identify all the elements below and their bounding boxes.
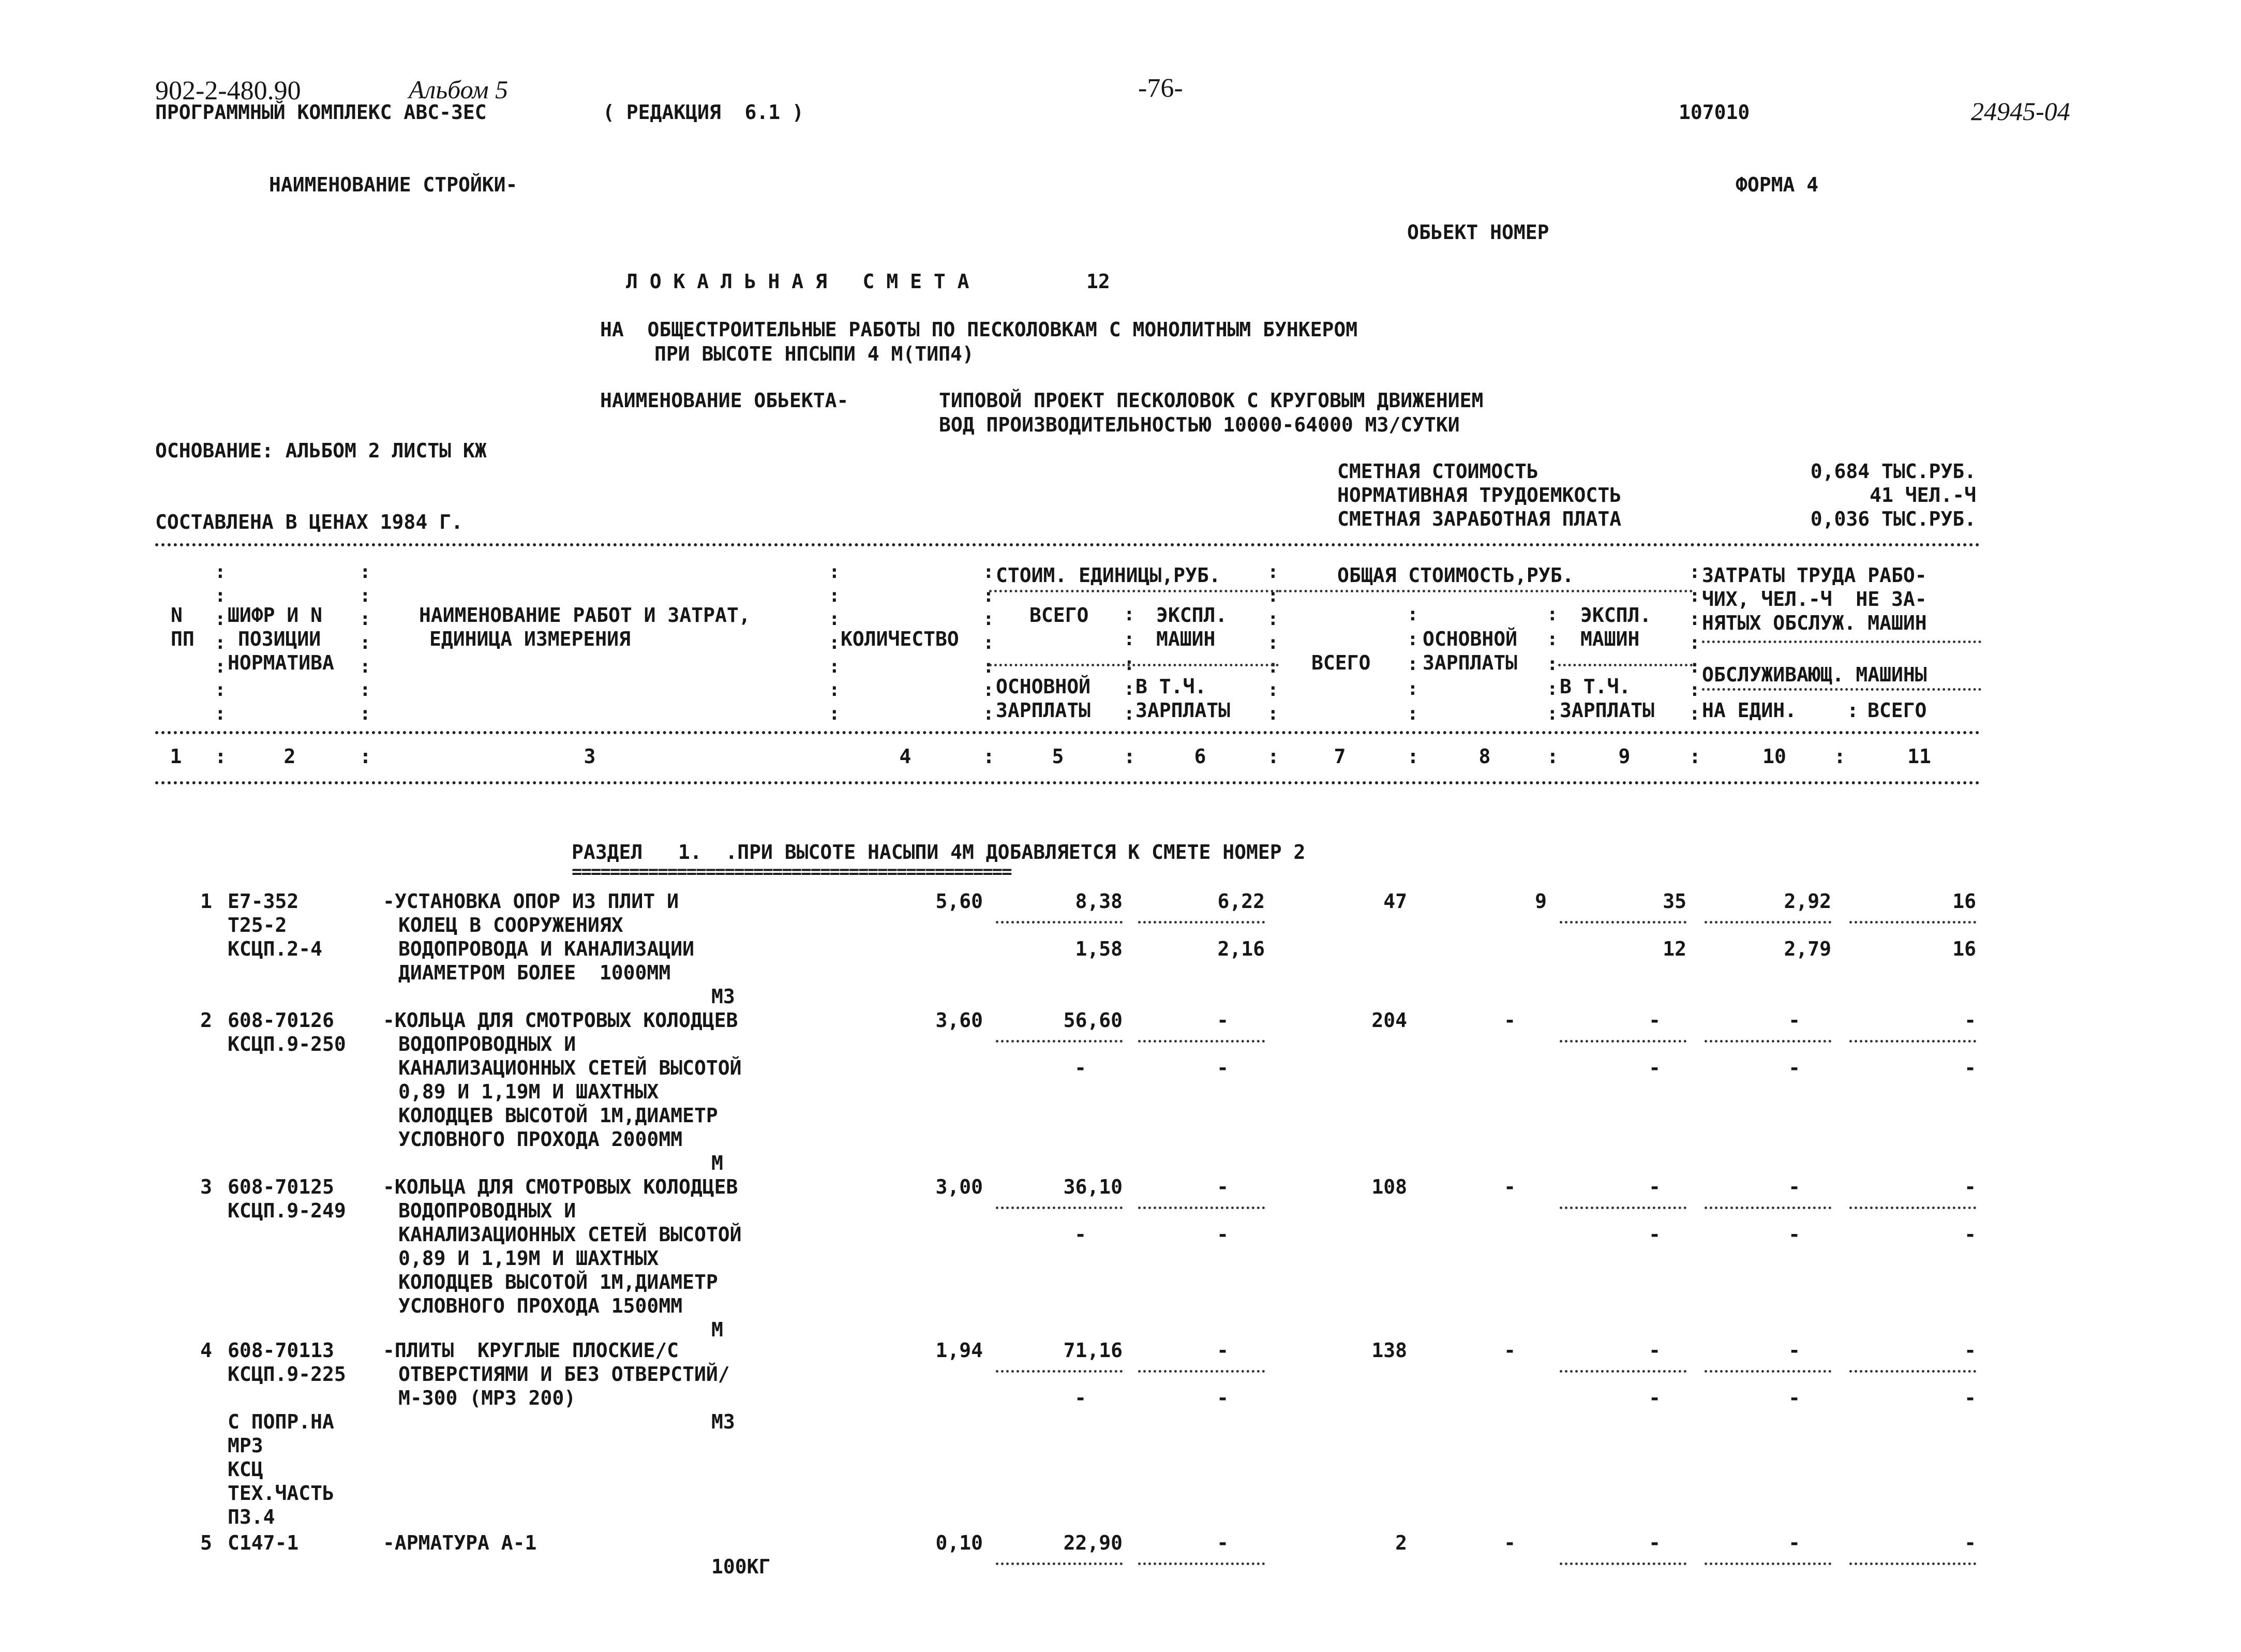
col-number-separator: : xyxy=(360,745,371,768)
row-name-line: -АРМАТУРА А-1 xyxy=(383,1531,537,1554)
row-name-line: -КОЛЬЦА ДЛЯ СМОТРОВЫХ КОЛОДЦЕВ xyxy=(383,1009,738,1032)
header-unit-incl-1: В Т.Ч. xyxy=(1136,675,1207,698)
row-quantity: 1,94 xyxy=(935,1339,983,1362)
row-total: 2 xyxy=(1395,1531,1407,1554)
row-mach: 35 xyxy=(1663,890,1686,913)
row-labor-unit: 2,92 xyxy=(1784,890,1831,913)
row-quantity: 0,10 xyxy=(935,1531,983,1554)
section-underline: ============================================== xyxy=(572,861,1011,882)
col-number: 9 xyxy=(1618,745,1631,768)
col-separator: : : : : : : : xyxy=(829,561,840,724)
col-number: 8 xyxy=(1478,745,1491,768)
col-separator: : : : : : xyxy=(1547,604,1558,724)
row-number: 5 xyxy=(200,1531,212,1554)
col-number: 7 xyxy=(1334,745,1346,768)
row-unit-total: 8,38 xyxy=(1075,890,1123,913)
row-labor-total: - xyxy=(1964,1339,1976,1362)
row-unit-mach: 6,22 xyxy=(1217,890,1265,913)
row-quantity: 3,60 xyxy=(935,1009,983,1032)
header-labor-all: ВСЕГО xyxy=(1868,699,1927,722)
row-unit: М3 xyxy=(711,985,735,1008)
header-inner-rule xyxy=(1702,688,1981,691)
header-rule-bottom xyxy=(155,781,1980,784)
row-mach-wage: - xyxy=(1649,1387,1661,1409)
row-labor-unit: - xyxy=(1788,1531,1800,1554)
estimate-title: Л О К А Л Ь Н А Я С М Е Т А xyxy=(626,270,969,293)
row-serv-total: - xyxy=(1964,1387,1976,1409)
row-unit-basic: - xyxy=(1074,1223,1086,1246)
row-mach: - xyxy=(1649,1175,1661,1198)
header-labor-4: ОБСЛУЖИВАЮЩ. МАШИНЫ xyxy=(1702,663,1927,686)
row-mach-wage: 12 xyxy=(1663,937,1686,960)
object-name-line1: ТИПОВОЙ ПРОЕКТ ПЕСКОЛОВОК С КРУГОВЫМ ДВИЖЕНИЕМ xyxy=(939,389,1484,412)
row-code-1: С147-1 xyxy=(228,1531,299,1554)
col-number-separator: : xyxy=(1547,745,1559,768)
row-quantity: 3,00 xyxy=(935,1175,983,1198)
col-number-separator: : xyxy=(983,745,995,768)
col-number-separator: : xyxy=(1407,745,1419,768)
row-name-line: ВОДОПРОВОДА И КАНАЛИЗАЦИИ xyxy=(398,937,694,960)
header-unit-total: ВСЕГО xyxy=(1029,604,1089,627)
row-code-1: 608-70125 xyxy=(228,1175,334,1198)
col-number-separator: : xyxy=(1124,745,1136,768)
header-unit-incl-2: ЗАРПЛАТЫ xyxy=(1136,699,1231,722)
row-split-rule xyxy=(996,1207,1123,1209)
row-unit: М xyxy=(711,1152,723,1174)
row-split-rule xyxy=(996,1370,1123,1373)
row-name-line: 0,89 И 1,19М И ШАХТНЫХ xyxy=(398,1247,659,1270)
col-separator: : : : : : : : xyxy=(360,561,371,724)
header-rule-top xyxy=(155,543,1980,546)
row-unit-mach-wage: - xyxy=(1217,1056,1229,1079)
col-number-separator: : xyxy=(1834,745,1846,768)
summary-value-wages: 0,036 ТЫС.РУБ. xyxy=(1810,508,1976,530)
row-serv-unit: 2,79 xyxy=(1784,937,1831,960)
header-inner-rule xyxy=(1558,664,1693,666)
row-unit-mach: - xyxy=(1217,1339,1229,1362)
col-number: 2 xyxy=(283,745,296,768)
row-split-rule xyxy=(1705,1207,1831,1209)
header-unit-cost: СТОИМ. ЕДИНИЦЫ,РУБ. xyxy=(996,564,1221,587)
row-split-rule xyxy=(1560,1370,1686,1373)
object-name-label: НАИМЕНОВАНИЕ ОБЬЕКТА- xyxy=(600,389,849,412)
row-unit-mach: - xyxy=(1217,1175,1229,1198)
row-split-rule xyxy=(1138,1207,1265,1209)
header-inner-rule xyxy=(1279,590,1693,592)
summary-value-labor: 41 ЧЕЛ.-Ч xyxy=(1870,484,1976,507)
estimate-number: 12 xyxy=(1086,270,1110,293)
row-number: 1 xyxy=(200,890,212,913)
header-overall-cost: ОБЩАЯ СТОИМОСТЬ,РУБ. xyxy=(1337,564,1574,587)
edition: ( РЕДАКЦИЯ 6.1 ) xyxy=(603,101,804,124)
row-number: 2 xyxy=(200,1009,212,1032)
row-unit-mach: - xyxy=(1217,1009,1229,1032)
row-mach-wage: - xyxy=(1649,1056,1661,1079)
row-serv-unit: - xyxy=(1788,1223,1800,1246)
row-mach: - xyxy=(1649,1009,1661,1032)
header-n: N xyxy=(171,604,183,627)
row-basic: - xyxy=(1504,1009,1516,1032)
header-rule-mid xyxy=(155,731,1980,734)
row-name-line: -ПЛИТЫ КРУГЛЫЕ ПЛОСКИЕ/С xyxy=(383,1339,679,1362)
header-labor-2: ЧИХ, ЧЕЛ.-Ч НЕ ЗА- xyxy=(1702,588,1927,611)
row-split-rule xyxy=(1849,1040,1976,1043)
row-code-note: МР3 xyxy=(228,1434,263,1457)
row-code-note: КСЦ xyxy=(228,1458,263,1481)
row-quantity: 5,60 xyxy=(935,890,983,913)
header-inner-rule xyxy=(989,664,1279,666)
row-unit-mach: - xyxy=(1217,1531,1229,1554)
header-inner-rule xyxy=(1702,641,1981,643)
row-code-1: 608-70126 xyxy=(228,1009,334,1032)
col-separator: : : : : : : : xyxy=(1689,561,1700,724)
row-split-rule xyxy=(1705,1370,1831,1373)
row-code-note: С ПОПР.НА xyxy=(228,1410,334,1433)
row-name-line: 0,89 И 1,19М И ШАХТНЫХ xyxy=(398,1080,659,1103)
header-code-1: ШИФР И N xyxy=(228,604,323,627)
summary-label-labor: НОРМАТИВНАЯ ТРУДОЕМКОСТЬ xyxy=(1337,484,1622,507)
row-split-rule xyxy=(1849,1562,1976,1565)
col-separator: : : : : : : : xyxy=(215,561,226,724)
col-number: 11 xyxy=(1907,745,1931,768)
header-overall-incl-2: ЗАРПЛАТЫ xyxy=(1560,699,1655,722)
row-code-1: 608-70113 xyxy=(228,1339,334,1362)
row-name-line: КОЛОДЦЕВ ВЫСОТОЙ 1М,ДИАМЕТР xyxy=(398,1271,718,1293)
row-split-rule xyxy=(996,1040,1123,1043)
row-code-1: Е7-352 xyxy=(228,890,299,913)
header-code-3: НОРМАТИВА xyxy=(228,651,334,674)
col-number: 1 xyxy=(170,745,182,768)
row-code-2: Т25-2 xyxy=(228,914,287,936)
row-total: 204 xyxy=(1371,1009,1407,1032)
col-number-separator: : xyxy=(1689,745,1701,768)
row-total: 108 xyxy=(1371,1175,1407,1198)
row-serv-total: - xyxy=(1964,1223,1976,1246)
col-number-separator: : xyxy=(1267,745,1279,768)
header-overall-basic-2: ЗАРПЛАТЫ xyxy=(1423,651,1518,674)
header-code-2: ПОЗИЦИИ xyxy=(238,628,321,650)
row-number: 4 xyxy=(200,1339,212,1362)
col-separator: : : : : : xyxy=(1407,604,1418,724)
row-labor-unit: - xyxy=(1788,1339,1800,1362)
row-split-rule xyxy=(1138,1370,1265,1373)
row-name-line: ВОДОПРОВОДНЫХ И xyxy=(398,1033,576,1055)
row-name-line: УСЛОВНОГО ПРОХОДА 2000ММ xyxy=(398,1128,683,1151)
header-name-2: ЕДИНИЦА ИЗМЕРЕНИЯ xyxy=(429,628,631,650)
row-unit-mach-wage: 2,16 xyxy=(1217,937,1265,960)
row-name-line: КОЛОДЦЕВ ВЫСОТОЙ 1М,ДИАМЕТР xyxy=(398,1104,718,1127)
row-name-line: -УСТАНОВКА ОПОР ИЗ ПЛИТ И xyxy=(383,890,679,913)
price-basis: СОСТАВЛЕНА В ЦЕНАХ 1984 Г. xyxy=(155,511,463,533)
form-label: ФОРМА 4 xyxy=(1736,173,1819,196)
construction-name-label: НАИМЕНОВАНИЕ СТРОЙКИ- xyxy=(269,173,518,196)
col-number: 5 xyxy=(1052,745,1064,768)
summary-label-wages: СМЕТНАЯ ЗАРАБОТНАЯ ПЛАТА xyxy=(1337,508,1622,530)
row-split-rule xyxy=(1705,1562,1831,1565)
row-split-rule xyxy=(1560,1562,1686,1565)
row-name-line: -КОЛЬЦА ДЛЯ СМОТРОВЫХ КОЛОДЦЕВ xyxy=(383,1175,738,1198)
program-name: ПРОГРАММНЫЙ КОМПЛЕКС АВС-3ЕС xyxy=(155,101,487,124)
row-basic: - xyxy=(1504,1531,1516,1554)
row-labor-unit: - xyxy=(1788,1009,1800,1032)
row-labor-unit: - xyxy=(1788,1175,1800,1198)
row-unit: 100КГ xyxy=(711,1555,771,1578)
row-unit-total: 56,60 xyxy=(1063,1009,1123,1032)
album-label: Альбом 5 xyxy=(409,75,509,104)
row-unit-total: 71,16 xyxy=(1063,1339,1123,1362)
header-overall-basic-1: ОСНОВНОЙ xyxy=(1423,628,1518,650)
header-unit-basic-1: ОСНОВНОЙ xyxy=(996,675,1091,698)
doc-code: 902-2-480.90 xyxy=(155,76,301,106)
row-serv-unit: - xyxy=(1788,1056,1800,1079)
row-code-2: КСЦП.9-250 xyxy=(228,1033,346,1055)
header-labor-per-unit: НА ЕДИН. xyxy=(1702,699,1797,722)
row-name-line: ДИАМЕТРОМ БОЛЕЕ 1000ММ xyxy=(398,961,671,984)
header-labor-1: ЗАТРАТЫ ТРУДА РАБО- xyxy=(1702,564,1927,587)
row-name-line: М-300 (МР3 200) xyxy=(398,1387,576,1409)
works-title-line2: ПРИ ВЫСОТЕ НПСЫПИ 4 М(ТИП4) xyxy=(654,343,974,365)
row-name-line: КОЛЕЦ В СООРУЖЕНИЯХ xyxy=(398,914,623,936)
row-basic: - xyxy=(1504,1175,1516,1198)
row-unit-mach-wage: - xyxy=(1217,1223,1229,1246)
row-labor-total: - xyxy=(1964,1531,1976,1554)
row-split-rule xyxy=(1138,1562,1265,1565)
col-separator: : : : : : : : xyxy=(983,561,994,724)
row-mach: - xyxy=(1649,1531,1661,1554)
row-split-rule xyxy=(1560,1207,1686,1209)
row-labor-total: - xyxy=(1964,1009,1976,1032)
header-unit-mach-1: ЭКСПЛ. xyxy=(1156,604,1228,627)
row-name-line: ВОДОПРОВОДНЫХ И xyxy=(398,1199,576,1222)
row-number: 3 xyxy=(200,1175,212,1198)
row-mach: - xyxy=(1649,1339,1661,1362)
basis: ОСНОВАНИЕ: АЛЬБОМ 2 ЛИСТЫ КЖ xyxy=(155,439,487,462)
row-unit-mach-wage: - xyxy=(1217,1387,1229,1409)
row-basic: - xyxy=(1504,1339,1516,1362)
row-split-rule xyxy=(1560,1040,1686,1043)
row-serv-total: 16 xyxy=(1952,937,1976,960)
section-title: РАЗДЕЛ 1. .ПРИ ВЫСОТЕ НАСЫПИ 4М ДОБАВЛЯЕТСЯ К СМЕТЕ НОМЕР 2 xyxy=(572,841,1306,864)
row-serv-total: - xyxy=(1964,1056,1976,1079)
row-mach-wage: - xyxy=(1649,1223,1661,1246)
row-unit: М3 xyxy=(711,1410,735,1433)
row-total: 138 xyxy=(1371,1339,1407,1362)
col-number: 3 xyxy=(584,745,596,768)
row-code-note: П3.4 xyxy=(228,1506,275,1528)
row-name-line: УСЛОВНОГО ПРОХОДА 1500ММ xyxy=(398,1294,683,1317)
row-split-rule xyxy=(1560,921,1686,924)
header-quantity: КОЛИЧЕСТВО xyxy=(841,628,959,650)
row-code-2: КСЦП.9-225 xyxy=(228,1363,346,1386)
row-name-line: КАНАЛИЗАЦИОННЫХ СЕТЕЙ ВЫСОТОЙ xyxy=(398,1223,742,1246)
header-pp: ПП xyxy=(171,628,195,650)
header-overall-mach-2: МАШИН xyxy=(1580,628,1640,650)
row-labor-total: 16 xyxy=(1952,890,1976,913)
col-number: 4 xyxy=(899,745,912,768)
row-name-line: КАНАЛИЗАЦИОННЫХ СЕТЕЙ ВЫСОТОЙ xyxy=(398,1056,742,1079)
row-split-rule xyxy=(996,921,1123,924)
row-code-note: ТЕХ.ЧАСТЬ xyxy=(228,1482,334,1505)
row-unit-total: 36,10 xyxy=(1063,1175,1123,1198)
summary-label-cost: СМЕТНАЯ СТОИМОСТЬ xyxy=(1337,460,1538,483)
row-split-rule xyxy=(1705,921,1831,924)
row-split-rule xyxy=(1705,1040,1831,1043)
col-separator: : : : : : : : xyxy=(1267,561,1279,724)
col-number: 6 xyxy=(1194,745,1206,768)
row-split-rule xyxy=(996,1562,1123,1565)
row-unit: М xyxy=(711,1318,723,1341)
row-split-rule xyxy=(1849,921,1976,924)
header-labor-3: НЯТЫХ ОБСЛУЖ. МАШИН xyxy=(1702,612,1927,634)
handwritten-code: 24945-04 xyxy=(1971,97,2070,126)
col-separator: : : : : : xyxy=(1124,604,1135,724)
page-number: -76- xyxy=(1138,73,1183,103)
header-overall-incl-1: В Т.Ч. xyxy=(1560,675,1631,698)
header-overall-total: ВСЕГО xyxy=(1311,651,1371,674)
row-unit-basic: 1,58 xyxy=(1075,937,1123,960)
row-code-3: КСЦП.2-4 xyxy=(228,937,323,960)
row-basic: 9 xyxy=(1535,890,1547,913)
object-number-label: ОБЬЕКТ НОМЕР xyxy=(1407,221,1549,244)
header-unit-basic-2: ЗАРПЛАТЫ xyxy=(996,699,1091,722)
works-title-line1: НА ОБЩЕСТРОИТЕЛЬНЫЕ РАБОТЫ ПО ПЕСКОЛОВКАМ С МОНОЛИТНЫМ БУНКЕРОМ xyxy=(600,318,1358,341)
row-split-rule xyxy=(1849,1207,1976,1209)
header-overall-mach-1: ЭКСПЛ. xyxy=(1580,604,1652,627)
header-labor-all-colon: : xyxy=(1847,699,1859,722)
row-unit-total: 22,90 xyxy=(1063,1531,1123,1554)
row-total: 47 xyxy=(1383,890,1407,913)
doc-number: 107010 xyxy=(1679,101,1750,124)
row-split-rule xyxy=(1849,1370,1976,1373)
row-unit-basic: - xyxy=(1074,1056,1086,1079)
row-serv-unit: - xyxy=(1788,1387,1800,1409)
header-inner-rule xyxy=(989,590,1279,592)
object-name-line2: ВОД ПРОИЗВОДИТЕЛЬНОСТЬЮ 10000-64000 М3/СУТКИ xyxy=(939,413,1460,436)
row-name-line: ОТВЕРСТИЯМИ И БЕЗ ОТВЕРСТИЙ/ xyxy=(398,1363,730,1386)
row-unit-basic: - xyxy=(1074,1387,1086,1409)
col-number: 10 xyxy=(1762,745,1786,768)
row-code-2: КСЦП.9-249 xyxy=(228,1199,346,1222)
row-labor-total: - xyxy=(1964,1175,1976,1198)
col-number-separator: : xyxy=(215,745,227,768)
summary-value-cost: 0,684 ТЫС.РУБ. xyxy=(1810,460,1976,483)
header-unit-mach-2: МАШИН xyxy=(1156,628,1216,650)
row-split-rule xyxy=(1138,921,1265,924)
row-split-rule xyxy=(1138,1040,1265,1043)
header-name-1: НАИМЕНОВАНИЕ РАБОТ И ЗАТРАТ, xyxy=(419,604,751,627)
